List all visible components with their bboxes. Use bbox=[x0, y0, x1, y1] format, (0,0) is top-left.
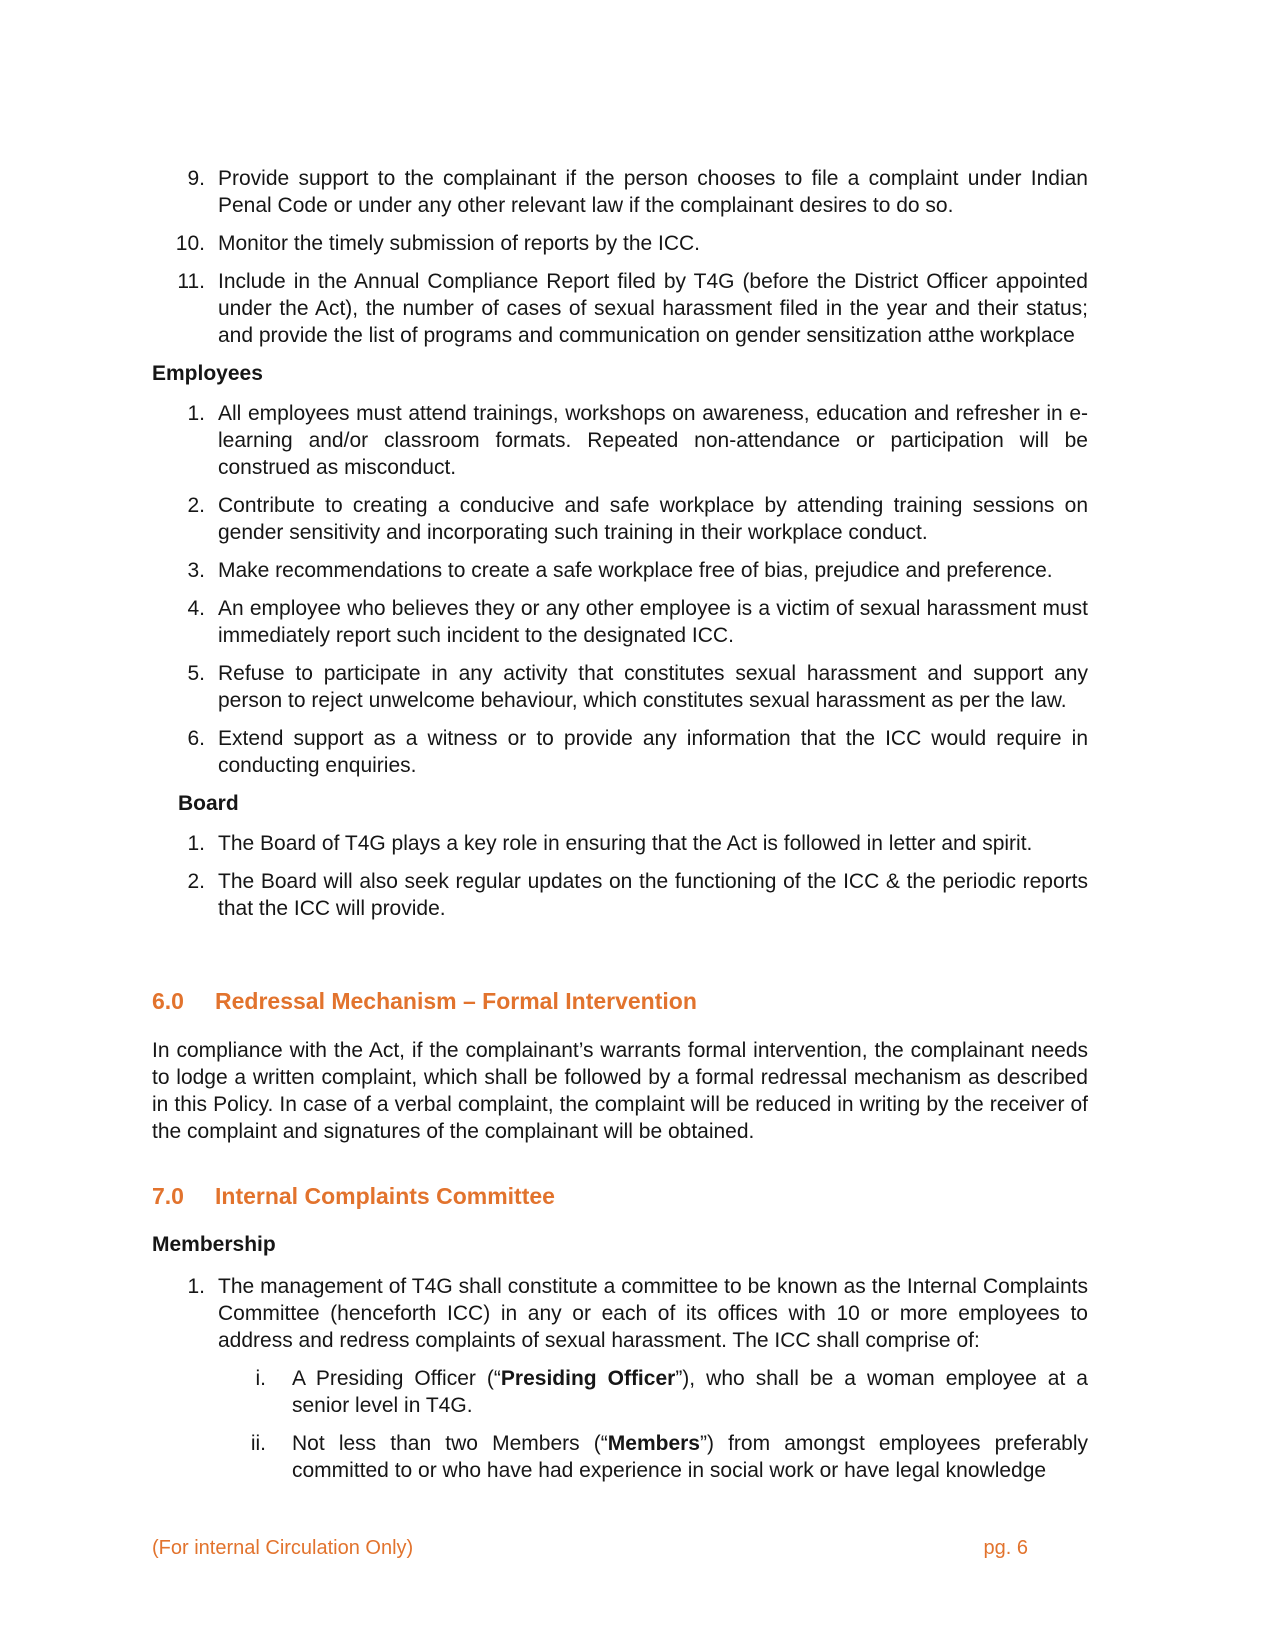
redressal-paragraph: In compliance with the Act, if the complainant’s warrants formal intervention, the complainant needs to lodge a written complaint, which shall be followed by a formal redressal mechanism as described in this Policy. In case of a verbal complaint, the complaint will be reduced in writing by the receiver of the complaint and signatures of the complainant will be obtained. bbox=[152, 1039, 1088, 1143]
section-7-heading bbox=[152, 1181, 1088, 1211]
item-text: Extend support as a witness or to provide any information that the ICC would require in conducting enquiries. bbox=[218, 727, 1088, 777]
item-text: The Board of T4G plays a key role in ensuring that the Act is followed in letter and spirit. bbox=[218, 832, 1033, 855]
item-text: Contribute to creating a conducive and safe workplace by attending training sessions on gender sensitivity and incorporating such training in their workplace conduct. bbox=[218, 494, 1088, 544]
list-item bbox=[152, 595, 1088, 649]
item-text: The management of T4G shall constitute a committee to be known as the Internal Complaints Committee (henceforth ICC) in any or each of its offices with 10 or more employees to address and redress complaints of sexual harassment. The ICC shall comprise of: bbox=[218, 1275, 1088, 1352]
item-text: Provide support to the complainant if the person chooses to file a complaint under Indian Penal Code or under any other relevant law if the complainant desires to do so. bbox=[218, 167, 1088, 217]
footer-note: (For internal Circulation Only) bbox=[152, 1537, 414, 1559]
list-item bbox=[152, 830, 1088, 857]
item-marker: 10. bbox=[175, 232, 205, 255]
employees-list bbox=[152, 400, 1088, 779]
text-run: Not less than two Members (“ bbox=[292, 1432, 608, 1455]
item-text: Refuse to participate in any activity that constitutes sexual harassment and support any person to reject unwelcome behaviour, which constitutes sexual harassment as per the law. bbox=[218, 662, 1088, 712]
list-item bbox=[152, 492, 1088, 546]
item-text: The Board will also seek regular updates on the functioning of the ICC & the periodic reports that the ICC will provide. bbox=[218, 870, 1088, 920]
page-footer bbox=[152, 1535, 1088, 1561]
document-content bbox=[152, 165, 1088, 1495]
list-item bbox=[152, 268, 1088, 349]
heading-board: Board bbox=[178, 792, 239, 815]
item-marker: 5. bbox=[187, 662, 205, 685]
text-run-bold: Presiding Officer bbox=[500, 1367, 676, 1390]
board-list bbox=[152, 830, 1088, 922]
item-marker: 1. bbox=[187, 1275, 205, 1298]
item-marker: i. bbox=[255, 1367, 266, 1390]
item-text: Include in the Annual Compliance Report filed by T4G (before the District Officer appointed under the Act), the number of cases of sexual harassment filed in the year and their status; and provide the list of programs and communication on gender sensitization atthe workplace bbox=[218, 270, 1088, 347]
list-item bbox=[152, 165, 1088, 219]
list-item-roman bbox=[152, 1365, 1088, 1419]
item-marker: 2. bbox=[187, 494, 205, 517]
item-marker: 1. bbox=[187, 402, 205, 425]
heading-membership: Membership bbox=[152, 1233, 276, 1256]
section-number: 7.0 bbox=[152, 1183, 184, 1209]
list-item bbox=[152, 557, 1088, 584]
text-run: A Presiding Officer (“ bbox=[292, 1367, 501, 1390]
duties-list bbox=[152, 165, 1088, 349]
item-marker: 9. bbox=[187, 167, 205, 190]
list-item bbox=[152, 725, 1088, 779]
item-marker: ii. bbox=[250, 1432, 266, 1455]
item-text bbox=[292, 1365, 1088, 1419]
item-text: All employees must attend trainings, workshops on awareness, education and refresher in e-learning and/or classroom formats. Repeated non-attendance or participation will be construed as misconduct. bbox=[218, 402, 1088, 479]
item-marker: 1. bbox=[187, 832, 205, 855]
membership-list bbox=[152, 1273, 1088, 1484]
page-number: pg. 6 bbox=[983, 1537, 1028, 1559]
section-title: Internal Complaints Committee bbox=[215, 1183, 555, 1209]
list-item bbox=[152, 660, 1088, 714]
section-6-heading bbox=[152, 986, 1088, 1016]
list-item bbox=[152, 868, 1088, 922]
list-item-roman bbox=[152, 1430, 1088, 1484]
section-title: Redressal Mechanism – Formal Intervention bbox=[215, 988, 697, 1014]
item-text: Monitor the timely submission of reports by the ICC. bbox=[218, 232, 701, 255]
list-item bbox=[152, 400, 1088, 481]
heading-employees: Employees bbox=[152, 362, 263, 385]
section-number: 6.0 bbox=[152, 988, 184, 1014]
item-text: An employee who believes they or any other employee is a victim of sexual harassment must immediately report such incident to the designated ICC. bbox=[218, 597, 1088, 647]
text-run-bold: Members bbox=[607, 1432, 700, 1455]
item-marker: 4. bbox=[187, 597, 205, 620]
item-marker: 11. bbox=[177, 270, 205, 293]
text-run: ”) from amongst employees preferably committed to or who have had experience in social work or have legal knowledge bbox=[292, 1432, 1088, 1482]
list-item bbox=[152, 1273, 1088, 1354]
item-marker: 3. bbox=[187, 559, 205, 582]
item-text: Make recommendations to create a safe workplace free of bias, prejudice and preference. bbox=[218, 559, 1053, 582]
item-marker: 6. bbox=[187, 727, 205, 750]
item-text bbox=[292, 1430, 1088, 1484]
item-marker: 2. bbox=[187, 870, 205, 893]
list-item bbox=[152, 230, 1088, 257]
text-run: ”), who shall be a woman employee at a senior level in T4G. bbox=[292, 1367, 1088, 1417]
